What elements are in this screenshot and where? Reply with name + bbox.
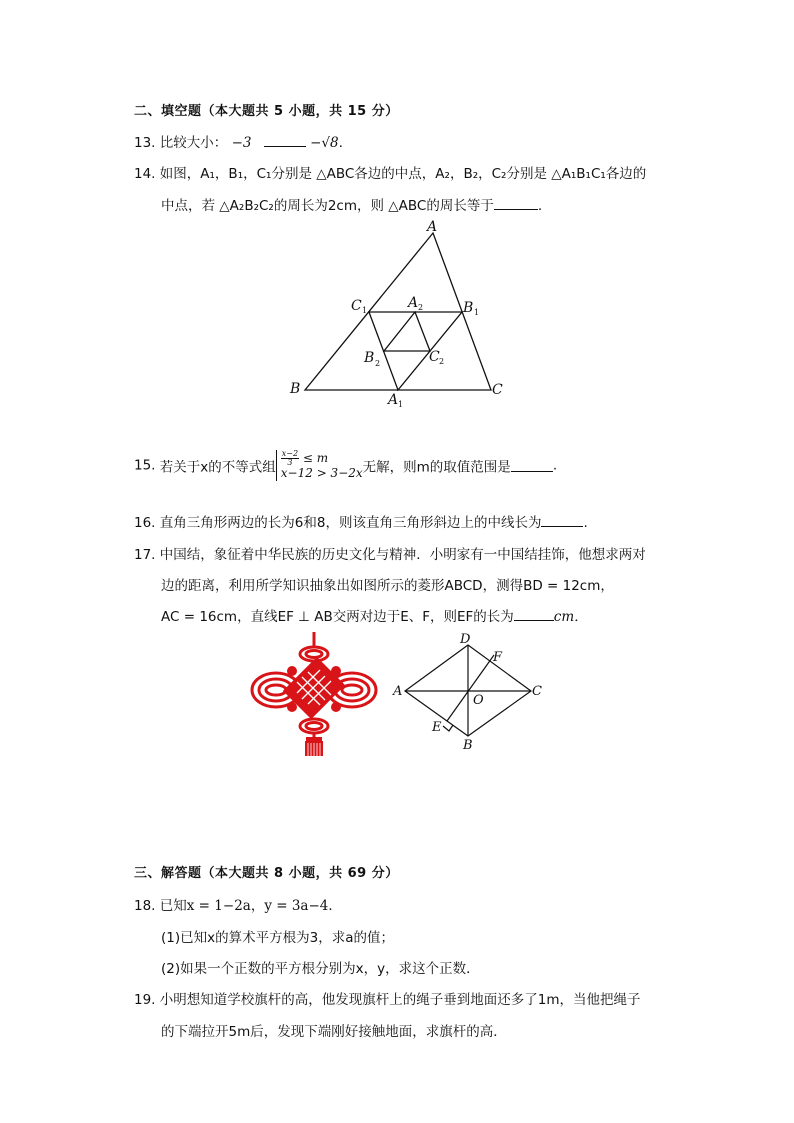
label-rhombus-b: B (463, 738, 473, 753)
q17-answer-blank (514, 608, 554, 621)
label-rhombus-a: A (393, 684, 403, 699)
q13-end: . (338, 135, 343, 151)
q17-rhombus-figure (390, 628, 550, 756)
q15-postfix: 无解，则m的取值范围是 (362, 459, 511, 476)
q14-triangle-figure (280, 215, 520, 410)
question-14-line-2 (161, 194, 542, 214)
q16-end: . (583, 515, 588, 531)
question-13 (134, 131, 343, 151)
q17-text-2: 边的距离，利用所学知识抽象出如图所示的菱形ABCD，测得BD = 12cm， (161, 578, 614, 594)
right-angle-mark (443, 725, 453, 731)
label-b2-sub: 2 (375, 359, 381, 368)
q16-number: 16. (134, 515, 156, 531)
question-14-line-1 (134, 162, 646, 182)
label-a2-sub: 2 (418, 303, 424, 312)
question-19-line-2: 的下端拉开5m后，发现下端刚好接触地面，求旗杆的高． (161, 1024, 507, 1040)
q16-answer-blank (541, 514, 583, 527)
label-rhombus-c: C (532, 684, 542, 699)
line-ef (447, 655, 494, 721)
label-rhombus-e: E (432, 720, 442, 735)
triangle-a2b2c2 (384, 312, 430, 351)
q13-number: 13. (134, 135, 156, 151)
label-c1: C (351, 298, 362, 314)
question-17-line-3 (161, 605, 588, 625)
question-18-part-1: (1)已知x的算术平方根为3，求a的值； (161, 930, 394, 946)
label-c2: C (429, 349, 440, 365)
q17-number: 17. (134, 547, 156, 563)
q14-text-1: 如图，A₁，B₁，C₁分别是 △ABC各边的中点，A₂，B₂，C₂分别是 △A₁B₁C₁各边的 (159, 166, 647, 182)
section-fill-blank-heading: 二、填空题（本大题共 5 小题，共 15 分） (134, 104, 399, 119)
question-19-line-1 (134, 988, 641, 1008)
label-b2: B (364, 350, 375, 366)
q19-number: 19. (134, 992, 156, 1008)
q19-text-1: 小明想知道学校旗杆的高，他发现旗杆上的绳子垂到地面还多了1m，当他把绳子 (159, 992, 641, 1008)
label-rhombus-f: F (493, 650, 503, 665)
chinese-knot-image (250, 630, 380, 758)
q14-answer-blank (494, 197, 538, 210)
label-b1-sub: 1 (474, 308, 480, 317)
label-c: C (492, 382, 503, 398)
q16-text: 直角三角形两边的长为6和8，则该直角三角形斜边上的中线长为 (159, 515, 542, 531)
label-b1: B (463, 300, 474, 316)
label-c2-sub: 2 (439, 357, 445, 366)
q15-inequality-2: x−12 > 3−2x (280, 466, 363, 480)
q17-text-3: AC = 16cm，直线EF ⊥ AB交两对边于E、F，则EF的长为 (161, 609, 514, 625)
q15-prefix: 若关于x的不等式组 (159, 459, 276, 476)
label-rhombus-d: D (460, 632, 471, 647)
q15-answer-blank (511, 459, 553, 472)
q14-text-2: 中点，若 △A₂B₂C₂的周长为2cm，则 △ABC的周长等于 (161, 198, 494, 214)
q14-end: . (537, 198, 543, 214)
q15-inequality-system (276, 450, 363, 481)
q13-answer-blank (264, 134, 306, 147)
q13-prefix: 比较大小： (159, 135, 228, 151)
q15-inequality-1: ≤ m (302, 451, 329, 465)
label-a2: A (408, 295, 419, 311)
q14-number: 14. (134, 166, 156, 182)
label-a1: A (388, 392, 399, 408)
q15-fraction-numerator: x−2 (281, 449, 299, 458)
q15-fraction-denominator: 3 (287, 458, 293, 467)
question-15 (134, 450, 557, 481)
q15-fraction (281, 450, 299, 467)
label-c1-sub: 1 (362, 306, 368, 315)
label-rhombus-o: O (473, 693, 484, 708)
question-18-part-2: (2)如果一个正数的平方根分别为x，y，求这个正数． (161, 961, 480, 977)
q17-text-1: 中国结，象征着中华民族的历史文化与精神．小明家有一中国结挂饰，他想求两对 (159, 547, 646, 563)
question-17-line-1 (134, 543, 646, 563)
q13-right-value: −√8 (310, 135, 339, 151)
q15-end: . (552, 457, 558, 474)
q18-number: 18. (134, 898, 156, 914)
question-18 (134, 894, 342, 914)
q18-text: 已知x = 1−2a，y = 3a−4． (159, 898, 342, 914)
q13-left-value: −3 (231, 135, 252, 151)
q15-number: 15. (134, 457, 156, 474)
question-16 (134, 511, 588, 531)
label-a: A (427, 219, 438, 235)
section-answer-heading: 三、解答题（本大题共 8 小题，共 69 分） (134, 866, 399, 881)
q17-unit: cm． (553, 609, 588, 625)
label-a1-sub: 1 (398, 400, 404, 409)
label-b: B (290, 381, 301, 397)
question-17-line-2 (161, 574, 614, 594)
